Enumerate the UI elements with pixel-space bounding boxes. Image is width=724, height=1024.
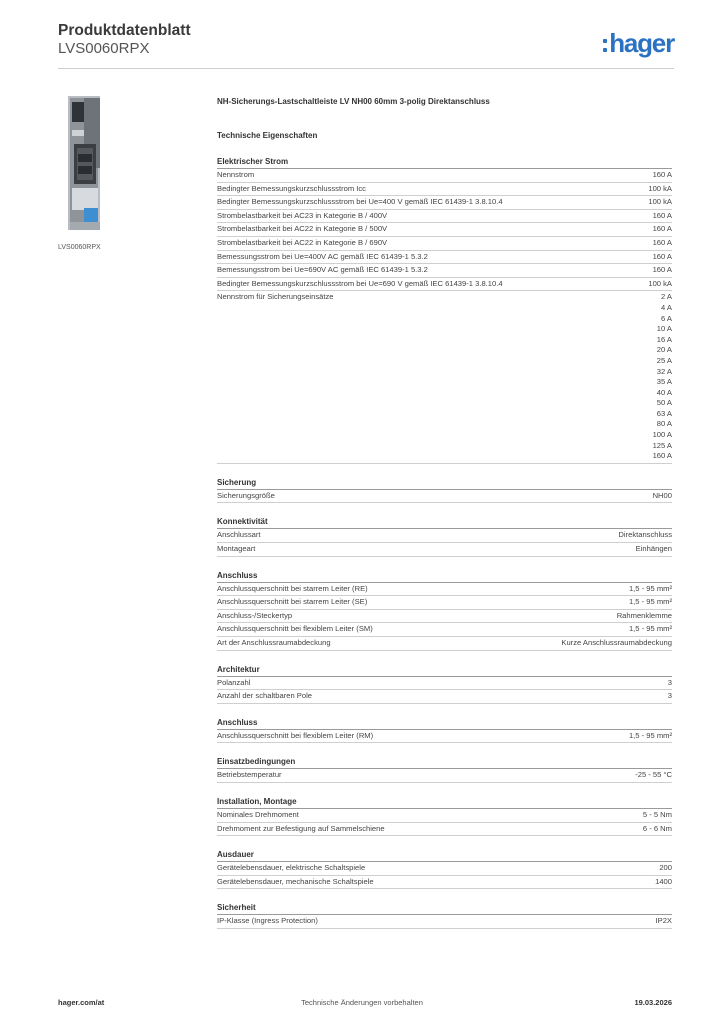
spec-row	[217, 623, 672, 637]
spec-row	[217, 251, 672, 265]
spec-row-fuse-ratings	[217, 291, 672, 464]
spec-value: 160 A	[652, 210, 672, 220]
spec-content	[217, 97, 672, 929]
fuse-rating: 6 A	[661, 313, 672, 323]
spec-value: 1,5 - 95 mm²	[628, 597, 672, 607]
fuse-rating: 10 A	[656, 324, 672, 334]
spec-label: Anzahl der schaltbaren Pole	[217, 691, 312, 701]
spec-row	[217, 210, 672, 224]
spec-label: Anschluss-/Steckertyp	[217, 610, 293, 620]
spec-row	[217, 690, 672, 704]
spec-label: Sicherungsgröße	[217, 490, 275, 500]
section-title: Sicherheit	[217, 903, 672, 915]
spec-row	[217, 823, 672, 837]
spec-value: 100 kA	[648, 183, 672, 193]
spec-value: Direktanschluss	[618, 530, 672, 540]
spec-label: Drehmoment zur Befestigung auf Sammelschiene	[217, 823, 385, 833]
spec-label: Betriebstemperatur	[217, 770, 282, 780]
spec-row	[217, 237, 672, 251]
spec-row	[217, 862, 672, 876]
spec-value: 200	[659, 863, 672, 873]
spec-label: Strombelastbarkeit bei AC22 in Kategorie B / 690V	[217, 237, 388, 247]
spec-row	[217, 529, 672, 543]
product-image	[58, 96, 158, 236]
spec-label: Anschlussquerschnitt bei flexiblem Leiter (SM)	[217, 624, 373, 634]
spec-value: 160 A	[652, 170, 672, 179]
section-title: Konnektivität	[217, 517, 672, 529]
spec-value: 160 A	[652, 265, 672, 275]
spec-value: 6 - 6 Nm	[642, 823, 672, 833]
fuse-rating: 160 A	[652, 451, 672, 461]
fuse-rating: 20 A	[656, 345, 672, 355]
spec-label: Polanzahl	[217, 677, 251, 687]
fuse-rating: 100 A	[652, 430, 672, 440]
spec-label: Strombelastbarkeit bei AC23 in Kategorie B / 400V	[217, 210, 388, 220]
section-title: Ausdauer	[217, 850, 672, 862]
section-title: Anschluss	[217, 718, 672, 730]
spec-label: Nennstrom für Sicherungseinsätze	[217, 292, 334, 302]
spec-row	[217, 809, 672, 823]
spec-label: IP-Klasse (Ingress Protection)	[217, 916, 318, 926]
spec-label: Gerätelebensdauer, mechanische Schaltspiele	[217, 876, 374, 886]
spec-value: 3	[667, 677, 672, 687]
spec-label: Bedingter Bemessungskurzschlussstrom bei Ue=690 V gemäß IEC 61439-1 3.8.10.4	[217, 278, 503, 288]
spec-label: Nennstrom	[217, 170, 255, 179]
spec-value: 1,5 - 95 mm²	[628, 583, 672, 593]
logo-text: hager	[609, 28, 674, 58]
fuse-rating: 4 A	[661, 302, 672, 312]
spec-row	[217, 677, 672, 691]
spec-label: Anschlussquerschnitt bei starrem Leiter (SE)	[217, 597, 368, 607]
footer-website-link[interactable]: hager.com/at	[58, 998, 105, 1007]
spec-row	[217, 730, 672, 744]
spec-label: Bedingter Bemessungskurzschlussstrom Icc	[217, 183, 366, 193]
spec-row	[217, 637, 672, 651]
spec-value: 1,5 - 95 mm²	[628, 624, 672, 634]
spec-row	[217, 596, 672, 610]
spec-value: 100 kA	[648, 197, 672, 207]
spec-label: Montageart	[217, 544, 256, 554]
product-description: NH-Sicherungs-Lastschaltleiste LV NH00 60mm 3-polig Direktanschluss	[217, 97, 490, 106]
fuse-rating: 2 A	[661, 292, 672, 302]
spec-row	[217, 610, 672, 624]
fuse-rating: 32 A	[656, 366, 672, 376]
fuse-rating: 35 A	[656, 377, 672, 387]
fuse-rating: 16 A	[656, 334, 672, 344]
spec-label: Bedingter Bemessungskurzschlussstrom bei Ue=400 V gemäß IEC 61439-1 3.8.10.4	[217, 197, 503, 207]
section-title: Installation, Montage	[217, 797, 672, 809]
spec-value: IP2X	[655, 916, 672, 926]
spec-value: Einhängen	[635, 544, 672, 554]
spec-label: Anschlussart	[217, 530, 261, 540]
hager-logo	[603, 28, 674, 58]
spec-value: 160 A	[652, 237, 672, 247]
tech-properties-heading: Technische Eigenschaften	[217, 131, 318, 140]
page-header	[58, 22, 674, 70]
spec-row	[217, 769, 672, 783]
spec-row	[217, 169, 672, 183]
fuse-rating: 50 A	[656, 398, 672, 408]
spec-row	[217, 876, 672, 890]
fuse-rating: 40 A	[656, 387, 672, 397]
fuse-rating: 80 A	[656, 419, 672, 429]
spec-label: Gerätelebensdauer, elektrische Schaltspiele	[217, 863, 366, 873]
spec-value: 3	[667, 691, 672, 701]
spec-row	[217, 278, 672, 292]
spec-value: -25 - 55 °C	[635, 770, 672, 780]
spec-row	[217, 223, 672, 237]
spec-value: 1,5 - 95 mm²	[628, 730, 672, 740]
footer-disclaimer: Technische Änderungen vorbehalten	[301, 998, 423, 1007]
spec-label: Bemessungsstrom bei Ue=690V AC gemäß IEC 61439-1 5.3.2	[217, 265, 428, 275]
spec-row	[217, 490, 672, 504]
spec-value-list	[653, 292, 672, 462]
spec-row	[217, 543, 672, 557]
spec-value: Rahmenklemme	[616, 610, 672, 620]
section-title: Elektrischer Strom	[217, 157, 672, 169]
logo-dots-icon	[603, 39, 607, 52]
section-title: Architektur	[217, 665, 672, 677]
spec-label: Nominales Drehmoment	[217, 809, 299, 819]
spec-value: 160 A	[652, 251, 672, 261]
spec-row	[217, 196, 672, 210]
spec-label: Anschlussquerschnitt bei flexiblem Leiter (RM)	[217, 730, 374, 740]
spec-row	[217, 264, 672, 278]
image-caption: LVS0060RPX	[58, 244, 101, 251]
spec-value: 1400	[655, 876, 672, 886]
footer-date: 19.03.2026	[634, 998, 672, 1007]
spec-row	[217, 183, 672, 197]
spec-value: Kurze Anschlussraumabdeckung	[561, 638, 672, 647]
section-title: Anschluss	[217, 571, 672, 583]
header-divider	[58, 68, 674, 69]
fuse-rating: 25 A	[656, 355, 672, 365]
document-title: Produktdatenblatt	[58, 22, 191, 39]
spec-label: Art der Anschlussraumabdeckung	[217, 638, 331, 647]
spec-label: Strombelastbarkeit bei AC22 in Kategorie B / 500V	[217, 224, 388, 234]
spec-label: Bemessungsstrom bei Ue=400V AC gemäß IEC 61439-1 5.3.2	[217, 251, 428, 261]
section-title: Einsatzbedingungen	[217, 757, 672, 769]
fuse-rating: 125 A	[652, 440, 672, 450]
spec-value: NH00	[652, 490, 672, 500]
spec-label: Anschlussquerschnitt bei starrem Leiter (RE)	[217, 583, 368, 593]
spec-value: 160 A	[652, 224, 672, 234]
fuse-rating: 63 A	[656, 408, 672, 418]
spec-value: 100 kA	[648, 278, 672, 288]
article-number: LVS0060RPX	[58, 40, 150, 57]
section-title: Sicherung	[217, 478, 672, 490]
spec-value: 5 - 5 Nm	[642, 809, 672, 819]
spec-row	[217, 915, 672, 929]
spec-row	[217, 583, 672, 597]
